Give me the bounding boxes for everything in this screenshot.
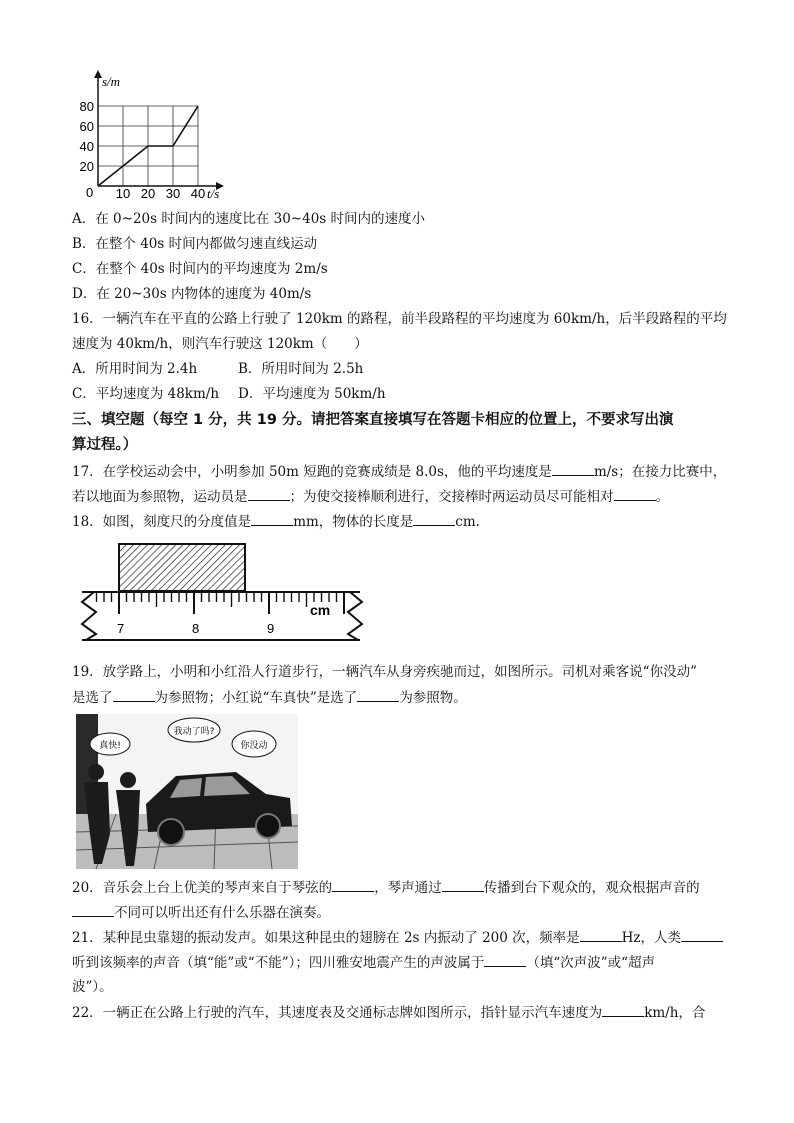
q15-option-d: D．在 20~30s 内物体的速度为 40m/s	[72, 286, 312, 302]
q16-option-c: C．平均速度为 48km/h	[72, 386, 220, 402]
q18-text-b: mm，物体的长度是	[293, 514, 414, 530]
ruler-break-left	[82, 592, 96, 640]
q17-text-2a: 若以地面为参照物，运动员是	[72, 489, 248, 505]
distance-time-graph	[70, 70, 240, 200]
y-tick-label: 80	[79, 99, 94, 114]
q20-line-1	[72, 877, 700, 898]
q20-text-1a: 20．音乐会上台上优美的琴声来自于琴弦的	[72, 880, 333, 896]
q17-text-1b: m/s；在接力比赛中，	[593, 464, 727, 480]
q16-option-b: B．所用时间为 2.5h	[238, 361, 364, 377]
answer-blank[interactable]	[357, 687, 399, 702]
q15-option-b: B．在整个 40s 时间内都做匀速直线运动	[72, 236, 318, 252]
ruler-label-8: 8	[192, 621, 200, 636]
ruler-unit-label: cm	[310, 602, 331, 618]
q19-text-2c: 为参照物。	[399, 690, 467, 706]
y-tick-label: 20	[79, 159, 94, 174]
y-axis-label: s/m	[102, 74, 121, 89]
x-tick-label: 10	[115, 186, 131, 200]
q21-line-3: 波”）。	[72, 979, 113, 995]
q20-text-1b: ，琴声通过	[374, 880, 442, 896]
answer-blank[interactable]	[580, 927, 622, 942]
speech-bubble-right: 你没动	[240, 741, 268, 751]
q20-text-2: 不同可以听出还有什么乐器在演奏。	[114, 905, 330, 921]
answer-blank[interactable]	[248, 486, 290, 501]
q20-line-2	[72, 902, 330, 923]
speech-bubble-middle: 我动了吗?	[173, 727, 215, 737]
answer-blank[interactable]	[484, 952, 526, 967]
q16-option-a: A．所用时间为 2.4h	[72, 361, 198, 377]
answer-blank[interactable]	[332, 877, 374, 892]
y-tick-label: 40	[79, 139, 94, 154]
q16-line-2: 速度为 40km/h，则汽车行驶这 120km（ ）	[72, 336, 368, 352]
measured-object	[119, 544, 245, 591]
answer-blank[interactable]	[413, 511, 455, 526]
q19-text-2a: 是选了	[72, 690, 113, 706]
x-tick-label: 30	[165, 186, 181, 200]
q17-text-1a: 17．在学校运动会中，小明参加 50m 短跑的竞赛成绩是 8.0s，他的平均速度是	[72, 464, 552, 480]
ruler-break-right	[348, 592, 362, 640]
q17-line-1	[72, 461, 726, 482]
q20-text-1c: 传播到台下观众的，观众根据声音的	[483, 880, 700, 896]
answer-blank[interactable]	[552, 461, 594, 476]
origin-label: 0	[86, 185, 94, 200]
q19-text-2b: 为参照物；小红说“车真快”是选了	[154, 690, 358, 706]
y-tick-label: 60	[79, 119, 94, 134]
section-heading-line-2: 算过程。）	[72, 437, 138, 453]
q18-text-a: 18．如图，刻度尺的分度值是	[72, 514, 252, 530]
ruler-label-9: 9	[267, 621, 275, 636]
answer-blank[interactable]	[681, 927, 723, 942]
q21-line-1	[72, 927, 723, 948]
q16-option-d: D．平均速度为 50km/h	[238, 386, 386, 402]
street-illustration	[76, 714, 298, 869]
ruler-label-7: 7	[117, 621, 125, 636]
q16-line-1: 16．一辆汽车在平直的公路上行驶了 120km 的路程，前半段路程的平均速度为 60km/h，后半段路程的平均	[72, 311, 727, 327]
q22-text-b: km/h，合	[644, 1005, 706, 1021]
x-tick-label: 20	[140, 186, 156, 200]
ruler-figure	[74, 540, 366, 650]
q21-text-1a: 21．某种昆虫靠翅的振动发声。如果这种昆虫的翅膀在 2s 内振动了 200 次，频率是	[72, 930, 580, 946]
q15-option-a: A．在 0~20s 时间内的速度比在 30~40s 时间内的速度小	[72, 211, 426, 227]
q21-line-2	[72, 952, 655, 973]
y-axis-arrow	[94, 70, 102, 78]
section-heading-line-1: 三、填空题（每空 1 分，共 19 分。请把答案直接填写在答题卡相应的位置上，不要求写出演	[72, 412, 674, 428]
q19-line-2	[72, 687, 467, 708]
q21-text-1b: Hz，人类	[621, 930, 682, 946]
q17-line-2	[72, 486, 669, 507]
x-tick-label: 40	[190, 186, 206, 200]
q17-text-2b: ；为使交接棒顺利进行，交接棒时两运动员尽可能相对	[289, 489, 614, 505]
q22-text-a: 22．一辆正在公路上行驶的汽车，其速度表及交通标志牌如图所示，指针显示汽车速度为	[72, 1005, 603, 1021]
x-axis-label: t/s	[207, 186, 220, 200]
q17-text-2c: 。	[655, 489, 669, 505]
q18-text-c: cm.	[455, 514, 480, 530]
answer-blank[interactable]	[72, 902, 114, 917]
answer-blank[interactable]	[602, 1002, 644, 1017]
q19-line-1: 19．放学路上，小明和小红沿人行道步行，一辆汽车从身旁疾驰而过，如图所示。司机对乘客说“你没动”	[72, 664, 697, 680]
q15-option-c: C．在整个 40s 时间内的平均速度为 2m/s	[72, 261, 328, 277]
q18-line	[72, 511, 480, 532]
q22-line-1	[72, 1002, 705, 1023]
speech-bubble-left: 真快!	[99, 741, 121, 751]
answer-blank[interactable]	[614, 486, 656, 501]
answer-blank[interactable]	[113, 687, 155, 702]
answer-blank[interactable]	[442, 877, 484, 892]
q21-text-2a: 听到该频率的声音（填“能”或“不能”）；四川雅安地震产生的声波属于	[72, 955, 485, 971]
answer-blank[interactable]	[251, 511, 293, 526]
q21-text-2b: （填“次声波”或“超声	[526, 955, 656, 971]
